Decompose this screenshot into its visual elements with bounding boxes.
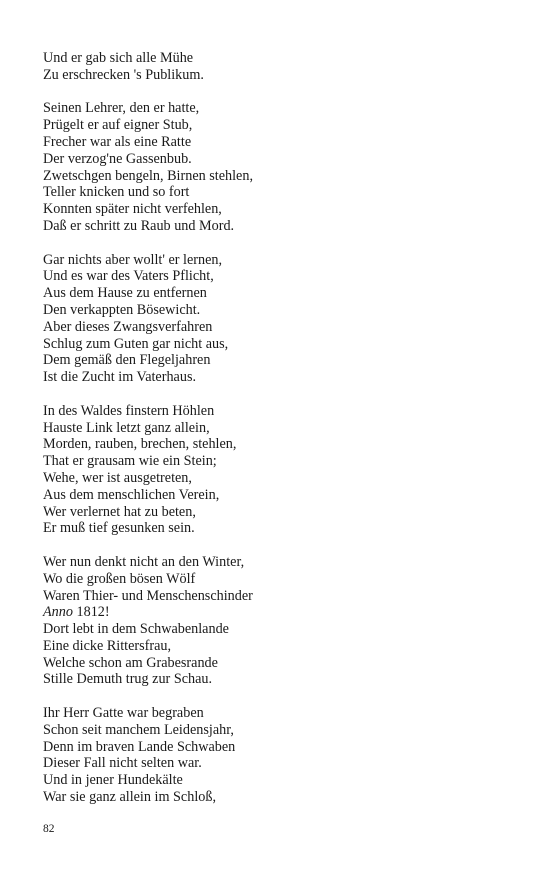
poem-line: Dem gemäß den Flegeljahren [43,352,211,369]
poem-line: Aber dieses Zwangsverfahren [43,318,213,335]
stanza-3 [43,252,513,386]
poem-line: Gar nichts aber wollt' er lernen, [43,251,223,268]
poem-line: War sie ganz allein im Schloß, [43,789,216,806]
poem-line: Waren Thier- und Menschenschinder [43,587,253,604]
poem-line: Stille Demuth trug zur Schau. [43,671,213,688]
poem-line: In des Waldes finstern Höhlen [43,402,215,419]
poem-line: Aus dem menschlichen Verein, [43,486,220,503]
anno-italic: Anno [43,604,73,621]
anno-year: 1812! [72,604,110,621]
stanza-6 [43,705,513,806]
poem-line: Dieser Fall nicht selten war. [43,755,202,772]
poem-line: Und in jener Hundekälte [43,772,183,789]
poem-line: Schlug zum Guten gar nicht aus, [43,335,229,352]
stanza-5 [43,554,513,688]
poem-line: Zwetschgen bengeln, Birnen stehlen, [43,167,253,184]
poem-line: Zu erschrecken 's Publikum. [43,66,204,83]
poem-line: Und er gab sich alle Mühe [43,50,194,66]
poem-line: Daß er schritt zu Raub und Mord. [43,217,235,234]
stanza-4 [43,403,513,537]
poem-line: Den verkappten Bösewicht. [43,301,201,318]
poem-line: Wer verlernet hat zu beten, [43,503,196,520]
poem-line: Seinen Lehrer, den er hatte, [43,100,200,117]
poem-line: Dort lebt in dem Schwabenlande [43,621,229,638]
poem-line: Wehe, wer ist ausgetreten, [43,469,192,486]
poem-line: Ist die Zucht im Vaterhaus. [43,369,197,386]
poem-line: That er grausam wie ein Stein; [43,453,217,470]
poem-line-anno [43,604,513,621]
poem-line: Schon seit manchem Leidensjahr, [43,721,234,738]
poem-line: Welche schon am Grabesrande [43,654,218,671]
poem-line: Wer nun denkt nicht an den Winter, [43,553,245,570]
stanza-2 [43,100,513,234]
poem-text [43,50,513,806]
poem-line: Er muß tief gesunken sein. [43,520,195,537]
poem-line: Eine dicke Rittersfrau, [43,637,172,654]
poem-line: Frecher war als eine Ratte [43,133,192,150]
poem-line: Und es war des Vaters Pflicht, [43,268,214,285]
stanza-1 [43,50,513,84]
poem-line: Prügelt er auf eigner Stub, [43,117,193,134]
poem-line: Konnten später nicht verfehlen, [43,201,222,218]
poem-line: Denn im braven Lande Schwaben [43,738,236,755]
poem-line: Aus dem Hause zu entfernen [43,285,207,302]
poem-line: Teller knicken und so fort [43,184,190,201]
poem-line: Der verzog'ne Gassenbub. [43,150,192,167]
poem-line: Hauste Link letzt ganz allein, [43,419,210,436]
poem-line: Ihr Herr Gatte war begraben [43,705,204,722]
page-number: 82 [43,823,55,835]
poem-line: Wo die großen bösen Wölf [43,570,196,587]
poem-line: Morden, rauben, brechen, stehlen, [43,436,237,453]
